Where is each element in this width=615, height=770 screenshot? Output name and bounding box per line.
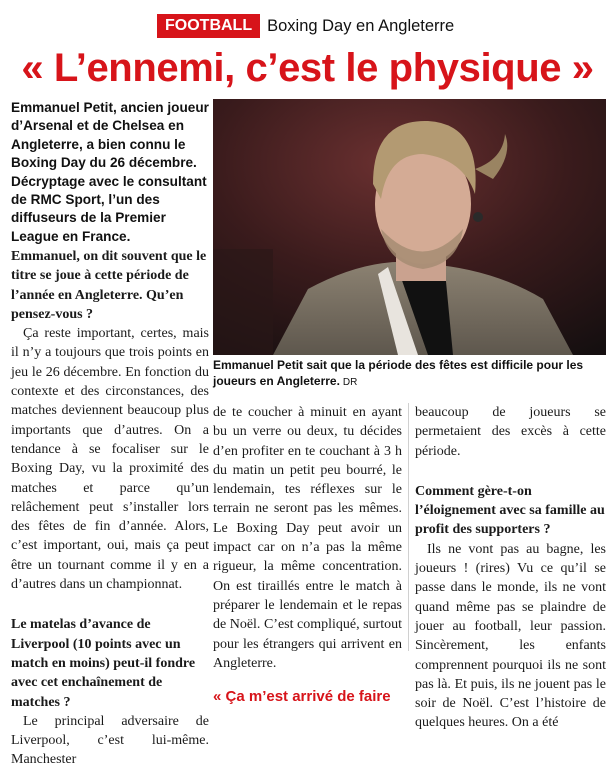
- column-1: [11, 247, 209, 770]
- question-1: Emmanuel, on dit souvent que le titre se joue à cette période de l’année en Angleterre. Qu’en pensez-vous ?: [11, 249, 207, 322]
- question-2: Le matelas d’avance de Liverpool (10 points avec un match en moins) peut-il fondre avec cet enchaînement de matches ?: [11, 617, 196, 710]
- answer-2: Le principal adversaire de Liverpool, c’est lui-même. Manchester: [11, 713, 209, 768]
- lead-text: Emmanuel Petit, ancien joueur d’Arsenal et de Chelsea en Angleterre, a bien connu le Boxing Day du 26 décembre. Décryptage avec le consultant de RMC Sport, l’un des diffuseurs de la Premier League en France.: [11, 100, 209, 244]
- section-subtitle: Boxing Day en Angleterre: [267, 16, 455, 35]
- caption-credit: DR: [342, 377, 358, 388]
- column-divider: [408, 403, 409, 651]
- column-3: [415, 403, 606, 733]
- section-tag: FOOTBALL: [157, 14, 260, 38]
- pull-quote: « Ça m’est arrivé de faire: [213, 688, 391, 706]
- answer-1: Ça reste important, certes, mais il n’y a toujours que trois points en jeu le 26 décembre. En fonction du contexte et des circonstances, des matches deviennent beaucoup plus importants que d’autres. On a tendance à se focaliser sur le Boxing Day, vu la proximité des matches et parce qu’un relâchement peut s’installer lors des fêtes de fin d’année. Alors, c’est important, oui, mais ça peut être un tournant comme il y en a d’autres dans un championnat.: [11, 326, 209, 593]
- headline: « L’ennemi, c’est le physique »: [21, 46, 594, 90]
- portrait-photo: [213, 99, 606, 355]
- article-lead: [11, 99, 209, 246]
- section-rubric: [157, 14, 454, 38]
- photo-illustration: [213, 99, 606, 355]
- photo-caption: [213, 357, 606, 391]
- column-2: [213, 403, 402, 706]
- answer-continued: beaucoup de joueurs se permetaient des excès à cette période.: [415, 405, 606, 459]
- question-3: Comment gère-t-on l’éloignement avec sa famille au profit des supporters ?: [415, 483, 605, 538]
- answer-3: Ils ne vont pas au bagne, les joueurs ! (rires) Vu ce qu’il se passe dans le monde, ils ne vont quand même pas se plaindre de jouer au football, leur passion. Sincèrement, les enfants comprennent pourquoi ils ne sont pas là. Et puis, ils ne jouent pas le soir de Noël. C’est l’histoire de quelques heures. On a été: [415, 541, 606, 731]
- caption-text: Emmanuel Petit sait que la période des fêtes est difficile pour les joueurs en Angleterre.: [213, 358, 584, 388]
- column-2-text: de te coucher à minuit en ayant bu un verre ou deux, tu décides d’en profiter en te couchant à 3 h du matin un petit peu bourré, le lendemain, tes réflexes sur le terrain ne seront pas les mêmes. Le Boxing Day peut avoir un impact car on n’a pas la même rigueur, la même concentration. On est tiraillés entre le match à préparer le lendemain et le repas de Noël. C’est compliqué, surtout pour les étrangers qui arrivent en Angleterre.: [213, 405, 402, 671]
